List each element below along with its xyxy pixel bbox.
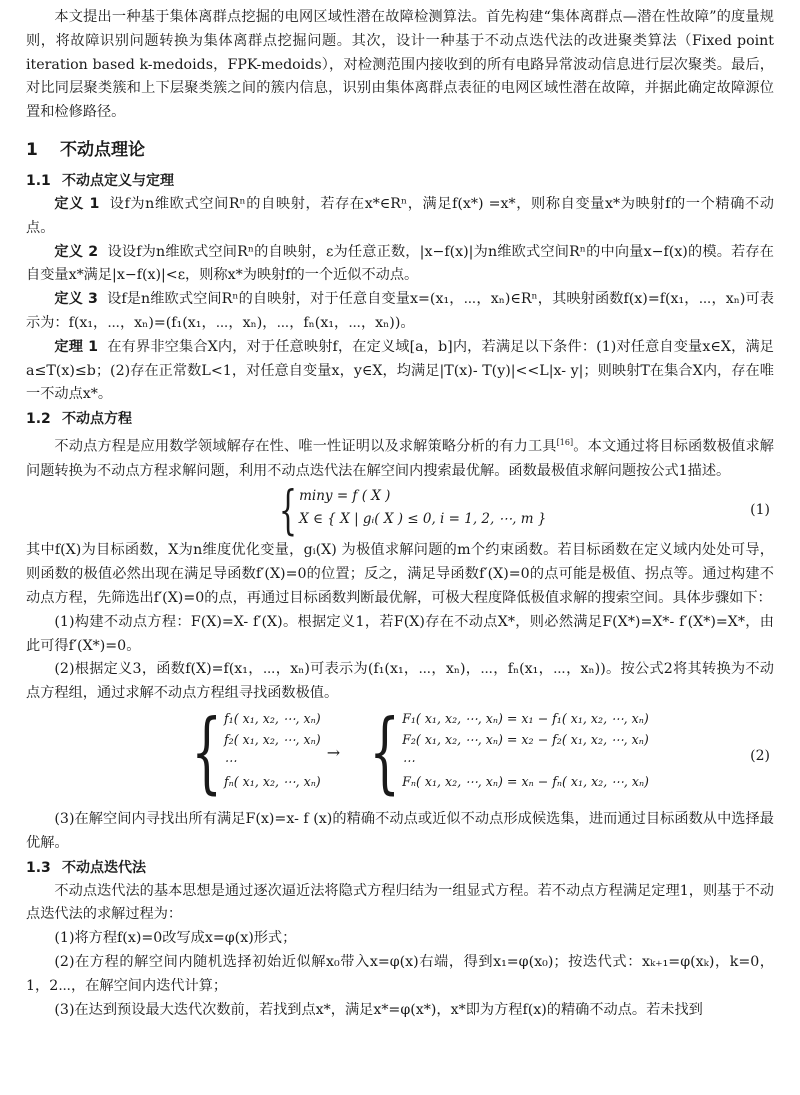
right-arrow-icon: → <box>326 742 341 762</box>
subsection-title: 不动点方程 <box>62 411 132 428</box>
definition-1-label: 定义 1 <box>54 195 100 212</box>
equation-1-line-1: miny = f ( X ) <box>299 488 391 505</box>
left-brace-icon: { <box>191 700 222 804</box>
equation-2 <box>26 700 774 804</box>
iteration-step-2: (2)在方程的解空间内随机选择初始近似解x₀带入x=φ(x)右端，得到x₁=φ(x₀)；按迭代式：xₖ₊₁=φ(xₖ)，k=0，1，2⋯，在解空间内迭代计算； <box>26 954 774 994</box>
equation-number: (2) <box>750 748 770 765</box>
equation-1-rows <box>299 485 546 537</box>
subsection-heading-1-3 <box>26 856 774 880</box>
definition-2-label: 定义 2 <box>54 243 99 260</box>
subsection-number: 1.1 <box>26 172 51 189</box>
equation-1-line-2: X ∈ { X | gᵢ( X ) ≤ 0, i = 1, 2, ⋯, m } <box>299 511 547 528</box>
subsection-title: 不动点迭代法 <box>62 859 146 876</box>
subsection-heading-1-2 <box>26 407 774 431</box>
definition-1 <box>26 193 774 241</box>
citation: [16] <box>556 438 574 448</box>
equation-2-right-row: Fₙ( x₁, x₂, ⋯, xₙ) = xₙ − fₙ( x₁, x₂, ⋯, xₙ) <box>402 774 649 790</box>
definition-3-text: 设f是n维欧式空间Rⁿ的自映射，对于任意自变量x=(x₁，⋯，xₙ)∈Rⁿ，其映射函数f(x)=f(x₁，⋯，xₙ)可表示为：f(x₁，⋯，xₙ)=(f₁(x₁，⋯，xₙ)，⋯，fₙ(x₁，⋯，xₙ))。 <box>26 291 774 331</box>
subsection-title: 不动点定义与定理 <box>62 172 174 189</box>
equation-2-right <box>402 708 649 796</box>
theorem-1-label: 定理 1 <box>54 338 99 355</box>
equation-2-right-row: ⋯ <box>402 753 415 769</box>
equation-2-left-row: f₂( x₁, x₂, ⋯, xₙ) <box>224 732 321 748</box>
definition-3-label: 定义 3 <box>54 291 98 308</box>
intro-text-a: 不动点方程是应用数学领域解存在性、唯一性证明以及求解策略分析的有力工具 <box>54 438 557 455</box>
fixed-point-equation-intro <box>26 431 774 483</box>
iteration-step-3: (3)在达到预设最大迭代次数前，若找到点x*，满足x*=φ(x*)，x*即为方程f(x)的精确不动点。若未找到 <box>54 1001 703 1018</box>
section-title: 不动点理论 <box>60 139 145 160</box>
equation-2-left-row: ⋯ <box>224 753 237 769</box>
step-3: (3)在解空间内寻找出所有满足F(x)=x- f (x)的精确不动点或近似不动点形成候选集，进而通过目标函数从中选择最优解。 <box>26 811 774 851</box>
intro-text-b: 。本文通过将目标函数极值求解问题转换为不动点方程求解问题，利用不动点迭代法在解空间内搜索最优解。函数最极值求解问题按公式1描述。 <box>26 438 774 479</box>
section-heading <box>26 137 774 163</box>
equation-1 <box>26 481 774 542</box>
equation-number: (1) <box>750 502 770 519</box>
paragraph-objective-function: 其中f(X)为目标函数，X为n维度优化变量，gᵢ(X) 为极值求解问题的m个约束函数。若目标函数在定义域内处处可导，则函数的极值必然出现在满足导函数f′(X)=0的位置；反之，满足导函数f′(X)=0的点可能是极值、拐点等。通过构建不动点方程，先筛选出f′(X)=0的点，再通过目标函数判断最优解，可极大程度降低极值求解的搜索空间。具体步骤如下： <box>26 542 774 607</box>
equation-2-left-row: f₁( x₁, x₂, ⋯, xₙ) <box>224 711 321 727</box>
iteration-step-1: (1)将方程f(x)=0改写成x=φ(x)形式； <box>54 930 297 947</box>
left-brace-icon: { <box>369 700 401 804</box>
left-brace-icon: { <box>278 481 298 542</box>
equation-2-right-row: F₂( x₁, x₂, ⋯, xₙ) = x₂ − f₂( x₁, x₂, ⋯, xₙ) <box>402 732 649 748</box>
theorem-1 <box>26 336 774 407</box>
intro-paragraph: 本文提出一种基于集体离群点挖掘的电网区域性潜在故障检测算法。首先构建“集体离群点—潜在性故障”的度量规则，将故障识别问题转换为集体离群点挖掘问题。其次，设计一种基于不动点迭代法的改进聚类算法（Fixed point iteration based k-medoids，FPK-medoids），对检测范围内接收到的所有电路异常波动信息进行层次聚类。最后，对比同层聚类簇和上下层聚类簇之间的簇内信息，识别由集体离群点表征的电网区域性潜在故障，并据此确定故障源位置和检修路径。 <box>26 9 774 121</box>
definition-3 <box>26 288 774 336</box>
definition-1-text: 设f为n维欧式空间Rⁿ的自映射，若存在x*∈Rⁿ，满足f(x*) =x*，则称自变量x*为映射f的一个精确不动点。 <box>26 195 774 236</box>
definition-2 <box>26 241 774 289</box>
step-2: (2)根据定义3，函数f(X)=f(x₁，⋯，xₙ)可表示为(f₁(x₁，⋯，xₙ)，⋯，fₙ(x₁，⋯，xₙ))。按公式2将其转换为不动点方程组，通过求解不动点方程组寻找函数极值。 <box>26 661 774 702</box>
definition-2-text: 设设f为n维欧式空间Rⁿ的自映射，ε为任意正数，|x−f(x)|为n维欧式空间Rⁿ的中向量x−f(x)的模。若存在自变量x*满足|x−f(x)|<ε，则称x*为映射f的一个近似不动点。 <box>26 243 774 284</box>
theorem-1-text: 在有界非空集合X内，对于任意映射f，在定义域[a，b]内，若满足以下条件：(1)对任意自变量x∈X，满足a≤T(x)≤b；(2)存在正常数L<1，对任意自变量x，y∈X，均满足|T(x)- T(y)|<<L|x- y|；则映射T在集合X内，存在唯一不动点x*。 <box>26 338 774 403</box>
subsection-heading-1-1 <box>26 169 774 193</box>
subsection-number: 1.3 <box>26 859 51 876</box>
paper-page <box>26 6 774 1022</box>
equation-2-left <box>224 708 321 796</box>
section-number: 1 <box>26 139 38 160</box>
step-1: (1)构建不动点方程：F(X)=X- f′(X)。根据定义1，若F(X)存在不动点X*，则必然满足F(X*)=X*- f′(X*)=X*，由此可得f′(X*)=0。 <box>26 613 774 654</box>
equation-2-right-row: F₁( x₁, x₂, ⋯, xₙ) = x₁ − f₁( x₁, x₂, ⋯, xₙ) <box>402 711 649 727</box>
subsection-number: 1.2 <box>26 411 51 428</box>
iteration-intro: 不动点迭代法的基本思想是通过逐次逼近法将隐式方程归结为一组显式方程。若不动点方程满足定理1，则基于不动点迭代法的求解过程为： <box>26 882 774 923</box>
equation-2-left-row: fₙ( x₁, x₂, ⋯, xₙ) <box>224 774 321 790</box>
